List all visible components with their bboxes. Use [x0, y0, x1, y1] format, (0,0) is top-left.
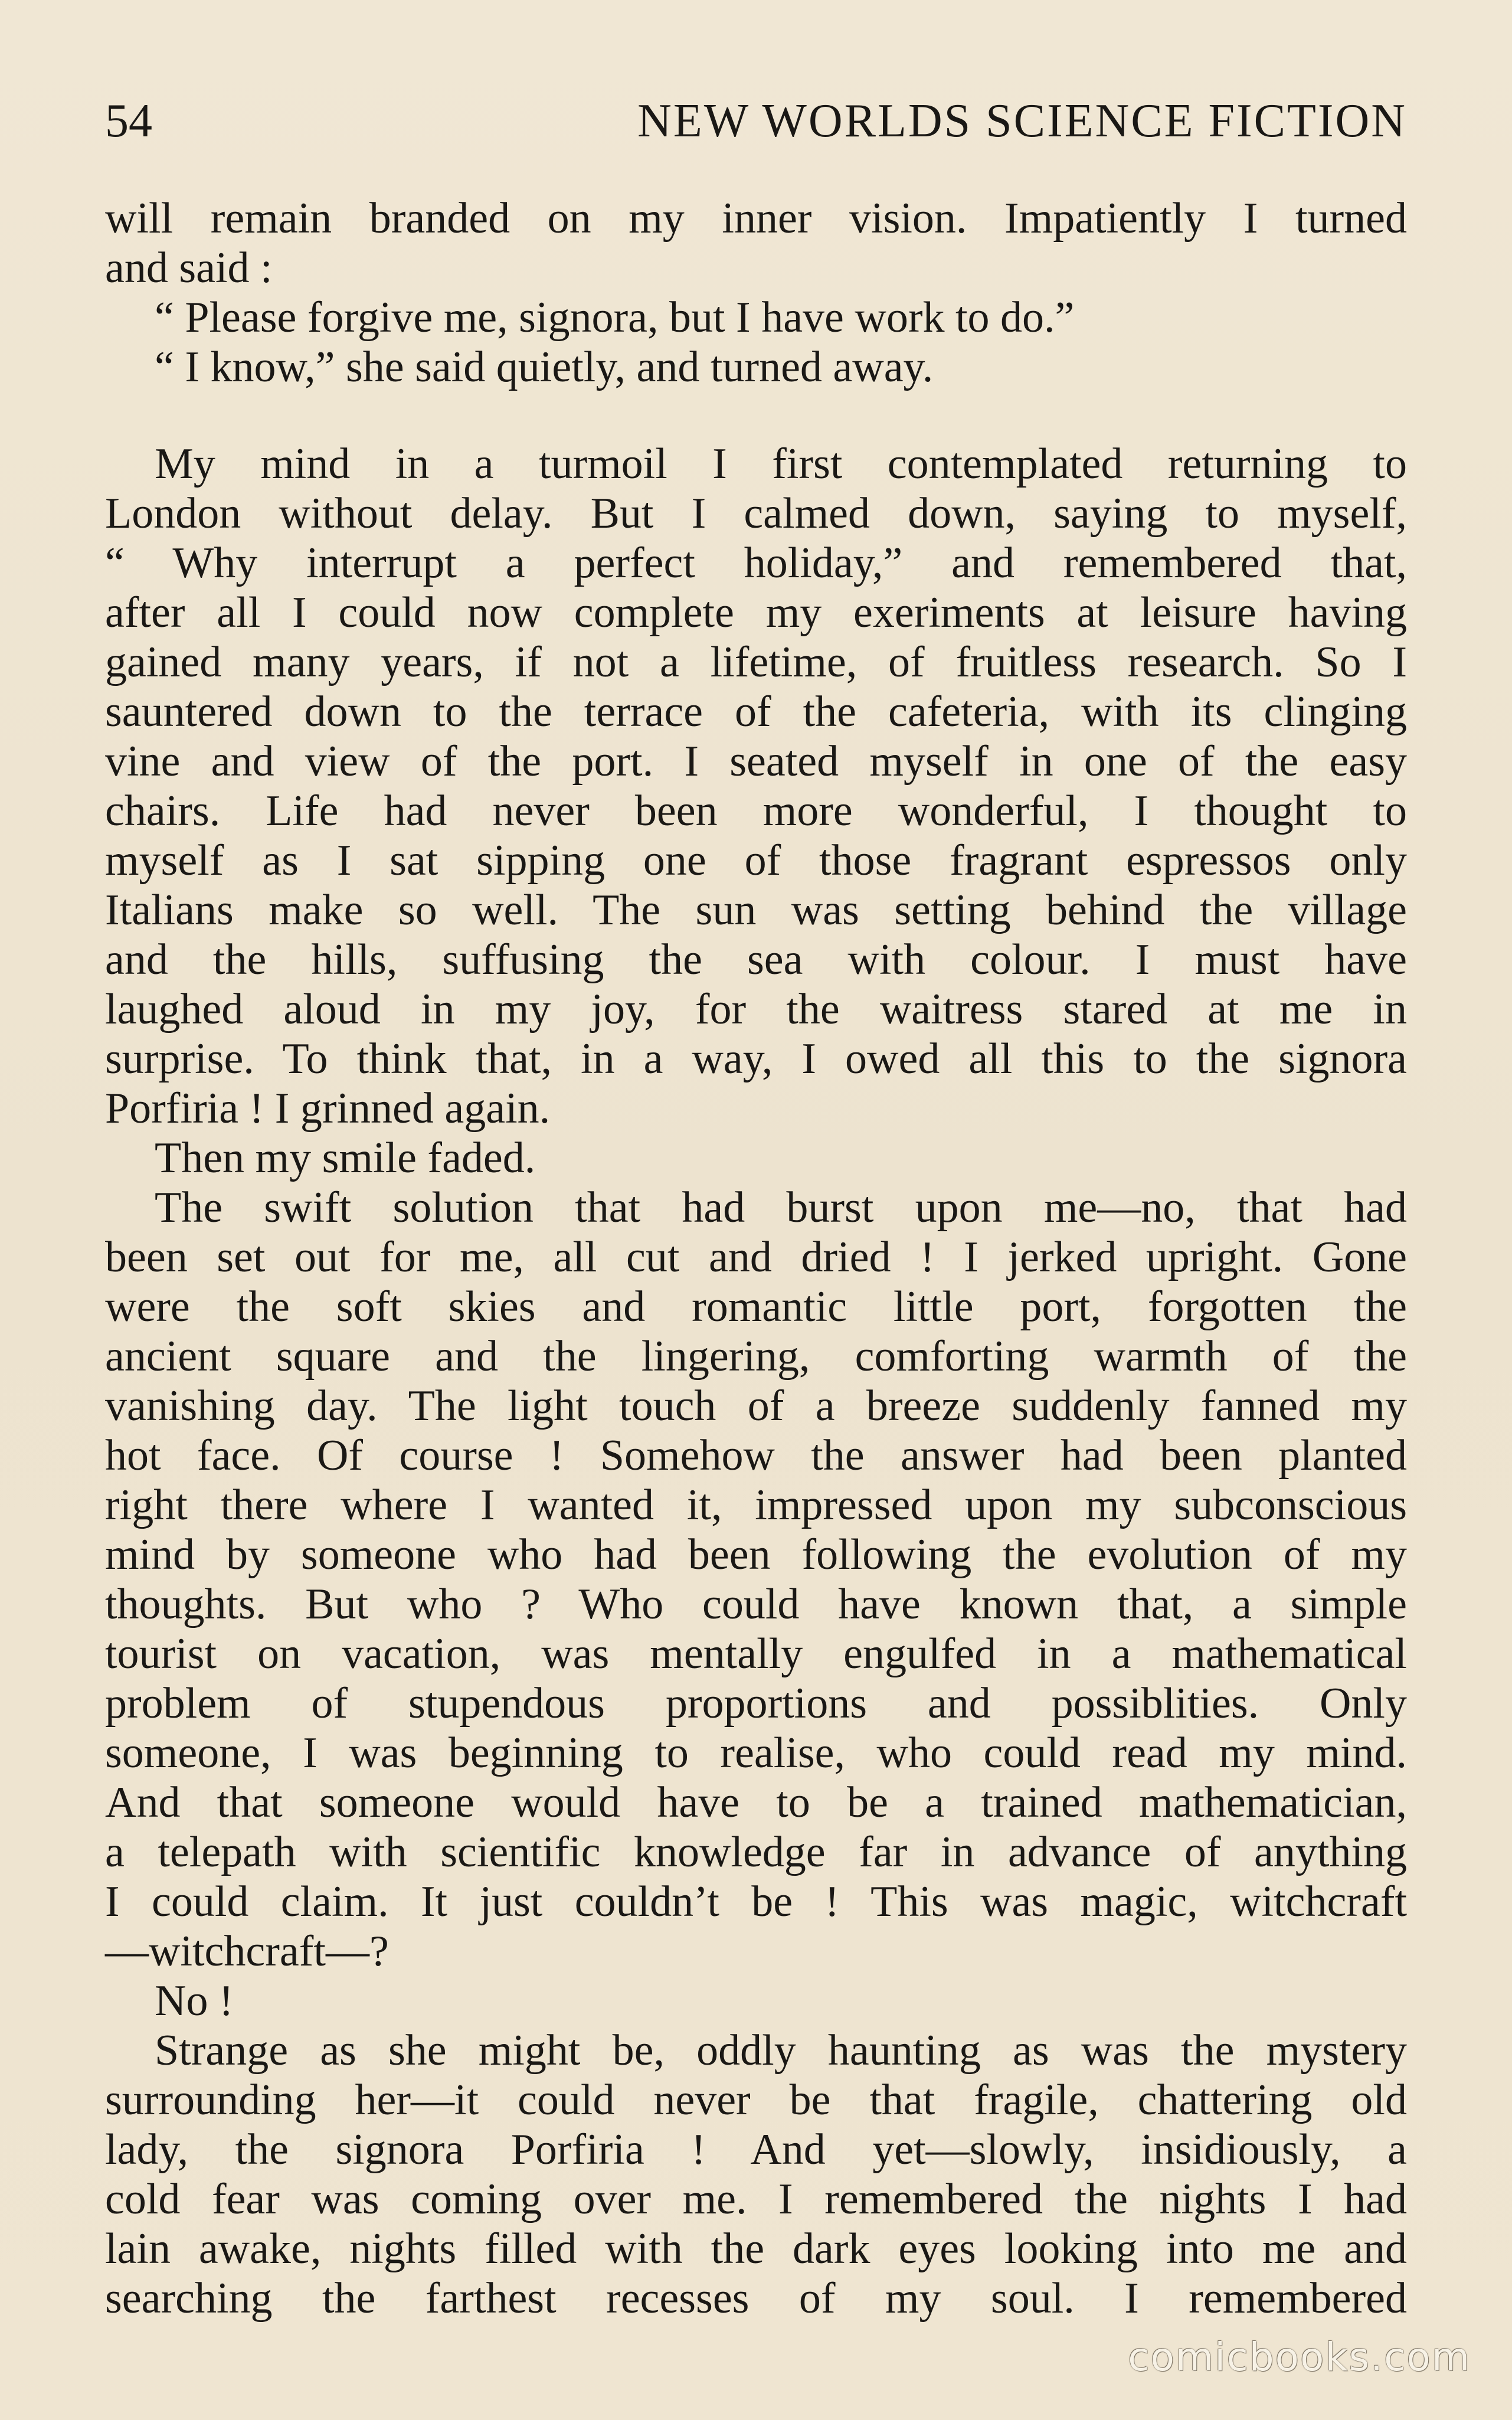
text-line: were the soft skies and romantic little port, forgotten the [105, 1283, 1407, 1331]
text-line: been set out for me, all cut and dried ! I jerked upright. Gone [105, 1233, 1407, 1281]
text-line: ancient square and the lingering, comforting warmth of the [105, 1332, 1407, 1381]
text-line: Then my smile faded. [155, 1134, 536, 1182]
text-line: mind by someone who had been following the evolution of my [105, 1531, 1407, 1579]
text-line: and said : [105, 244, 273, 292]
watermark: comicbooks.com [1128, 2334, 1471, 2380]
text-line: My mind in a turmoil I first contemplated returning to [155, 440, 1407, 488]
text-line: surrounding her—it could never be that fragile, chattering old [105, 2076, 1407, 2124]
text-line: vanishing day. The light touch of a breeze suddenly fanned my [105, 1382, 1407, 1430]
text-line: hot face. Of course ! Somehow the answer had been planted [105, 1431, 1407, 1480]
text-line: chairs. Life had never been more wonderful, I thought to [105, 787, 1407, 835]
text-line: and the hills, suffusing the sea with colour. I must have [105, 936, 1407, 984]
text-line: right there where I wanted it, impressed upon my subconscious [105, 1481, 1407, 1529]
text-line: “ I know,” she said quietly, and turned away. [155, 343, 934, 391]
text-line: myself as I sat sipping one of those fragrant espressos only [105, 836, 1407, 885]
text-line: London without delay. But I calmed down, saying to myself, [105, 489, 1407, 538]
text-line: tourist on vacation, was mentally engulfed in a mathematical [105, 1630, 1407, 1678]
text-line: someone, I was beginning to realise, who could read my mind. [105, 1729, 1407, 1777]
text-line: searching the farthest recesses of my soul. I remembered [105, 2274, 1407, 2323]
text-line: Italians make so well. The sun was setting behind the village [105, 886, 1407, 934]
text-line: a telepath with scientific knowledge far in advance of anything [105, 1828, 1407, 1876]
text-line: “ Why interrupt a perfect holiday,” and remembered that, [105, 539, 1407, 587]
text-line: lain awake, nights filled with the dark eyes looking into me and [105, 2225, 1407, 2273]
page-header [105, 89, 1407, 153]
text-line: I could claim. It just couldn’t be ! This was magic, witchcraft [105, 1878, 1407, 1926]
text-line: And that someone would have to be a trained mathematician, [105, 1778, 1407, 1827]
text-line: Porfiria ! I grinned again. [105, 1084, 551, 1133]
running-head: NEW WORLDS SCIENCE FICTION [637, 95, 1407, 147]
text-line: “ Please forgive me, signora, but I have work to do.” [155, 293, 1075, 342]
text-line: —witchcraft—? [105, 1927, 389, 1976]
text-line: Strange as she might be, oddly haunting as was the mystery [155, 2026, 1407, 2075]
text-line: surprise. To think that, in a way, I owed all this to the signora [105, 1035, 1407, 1083]
text-line: gained many years, if not a lifetime, of fruitless research. So I [105, 638, 1407, 686]
text-line: after all I could now complete my exeriments at leisure having [105, 588, 1407, 637]
text-line: thoughts. But who ? Who could have known that, a simple [105, 1580, 1407, 1628]
text-line: cold fear was coming over me. I remembered the nights I had [105, 2175, 1407, 2223]
text-line: sauntered down to the terrace of the cafeteria, with its clinging [105, 688, 1407, 736]
text-line: The swift solution that had burst upon me—no, that had [155, 1183, 1407, 1232]
text-line: No ! [155, 1977, 234, 2025]
section-break [105, 392, 1407, 439]
text-line: lady, the signora Porfiria ! And yet—slowly, insidiously, a [105, 2125, 1407, 2174]
text-line: problem of stupendous proportions and possiblities. Only [105, 1679, 1407, 1728]
text-line: laughed aloud in my joy, for the waitress stared at me in [105, 985, 1407, 1034]
text-line: vine and view of the port. I seated myself in one of the easy [105, 737, 1407, 786]
page-number: 54 [105, 95, 152, 147]
text-line: will remain branded on my inner vision. Impatiently I turned [105, 194, 1407, 243]
body-text [105, 194, 1407, 2323]
